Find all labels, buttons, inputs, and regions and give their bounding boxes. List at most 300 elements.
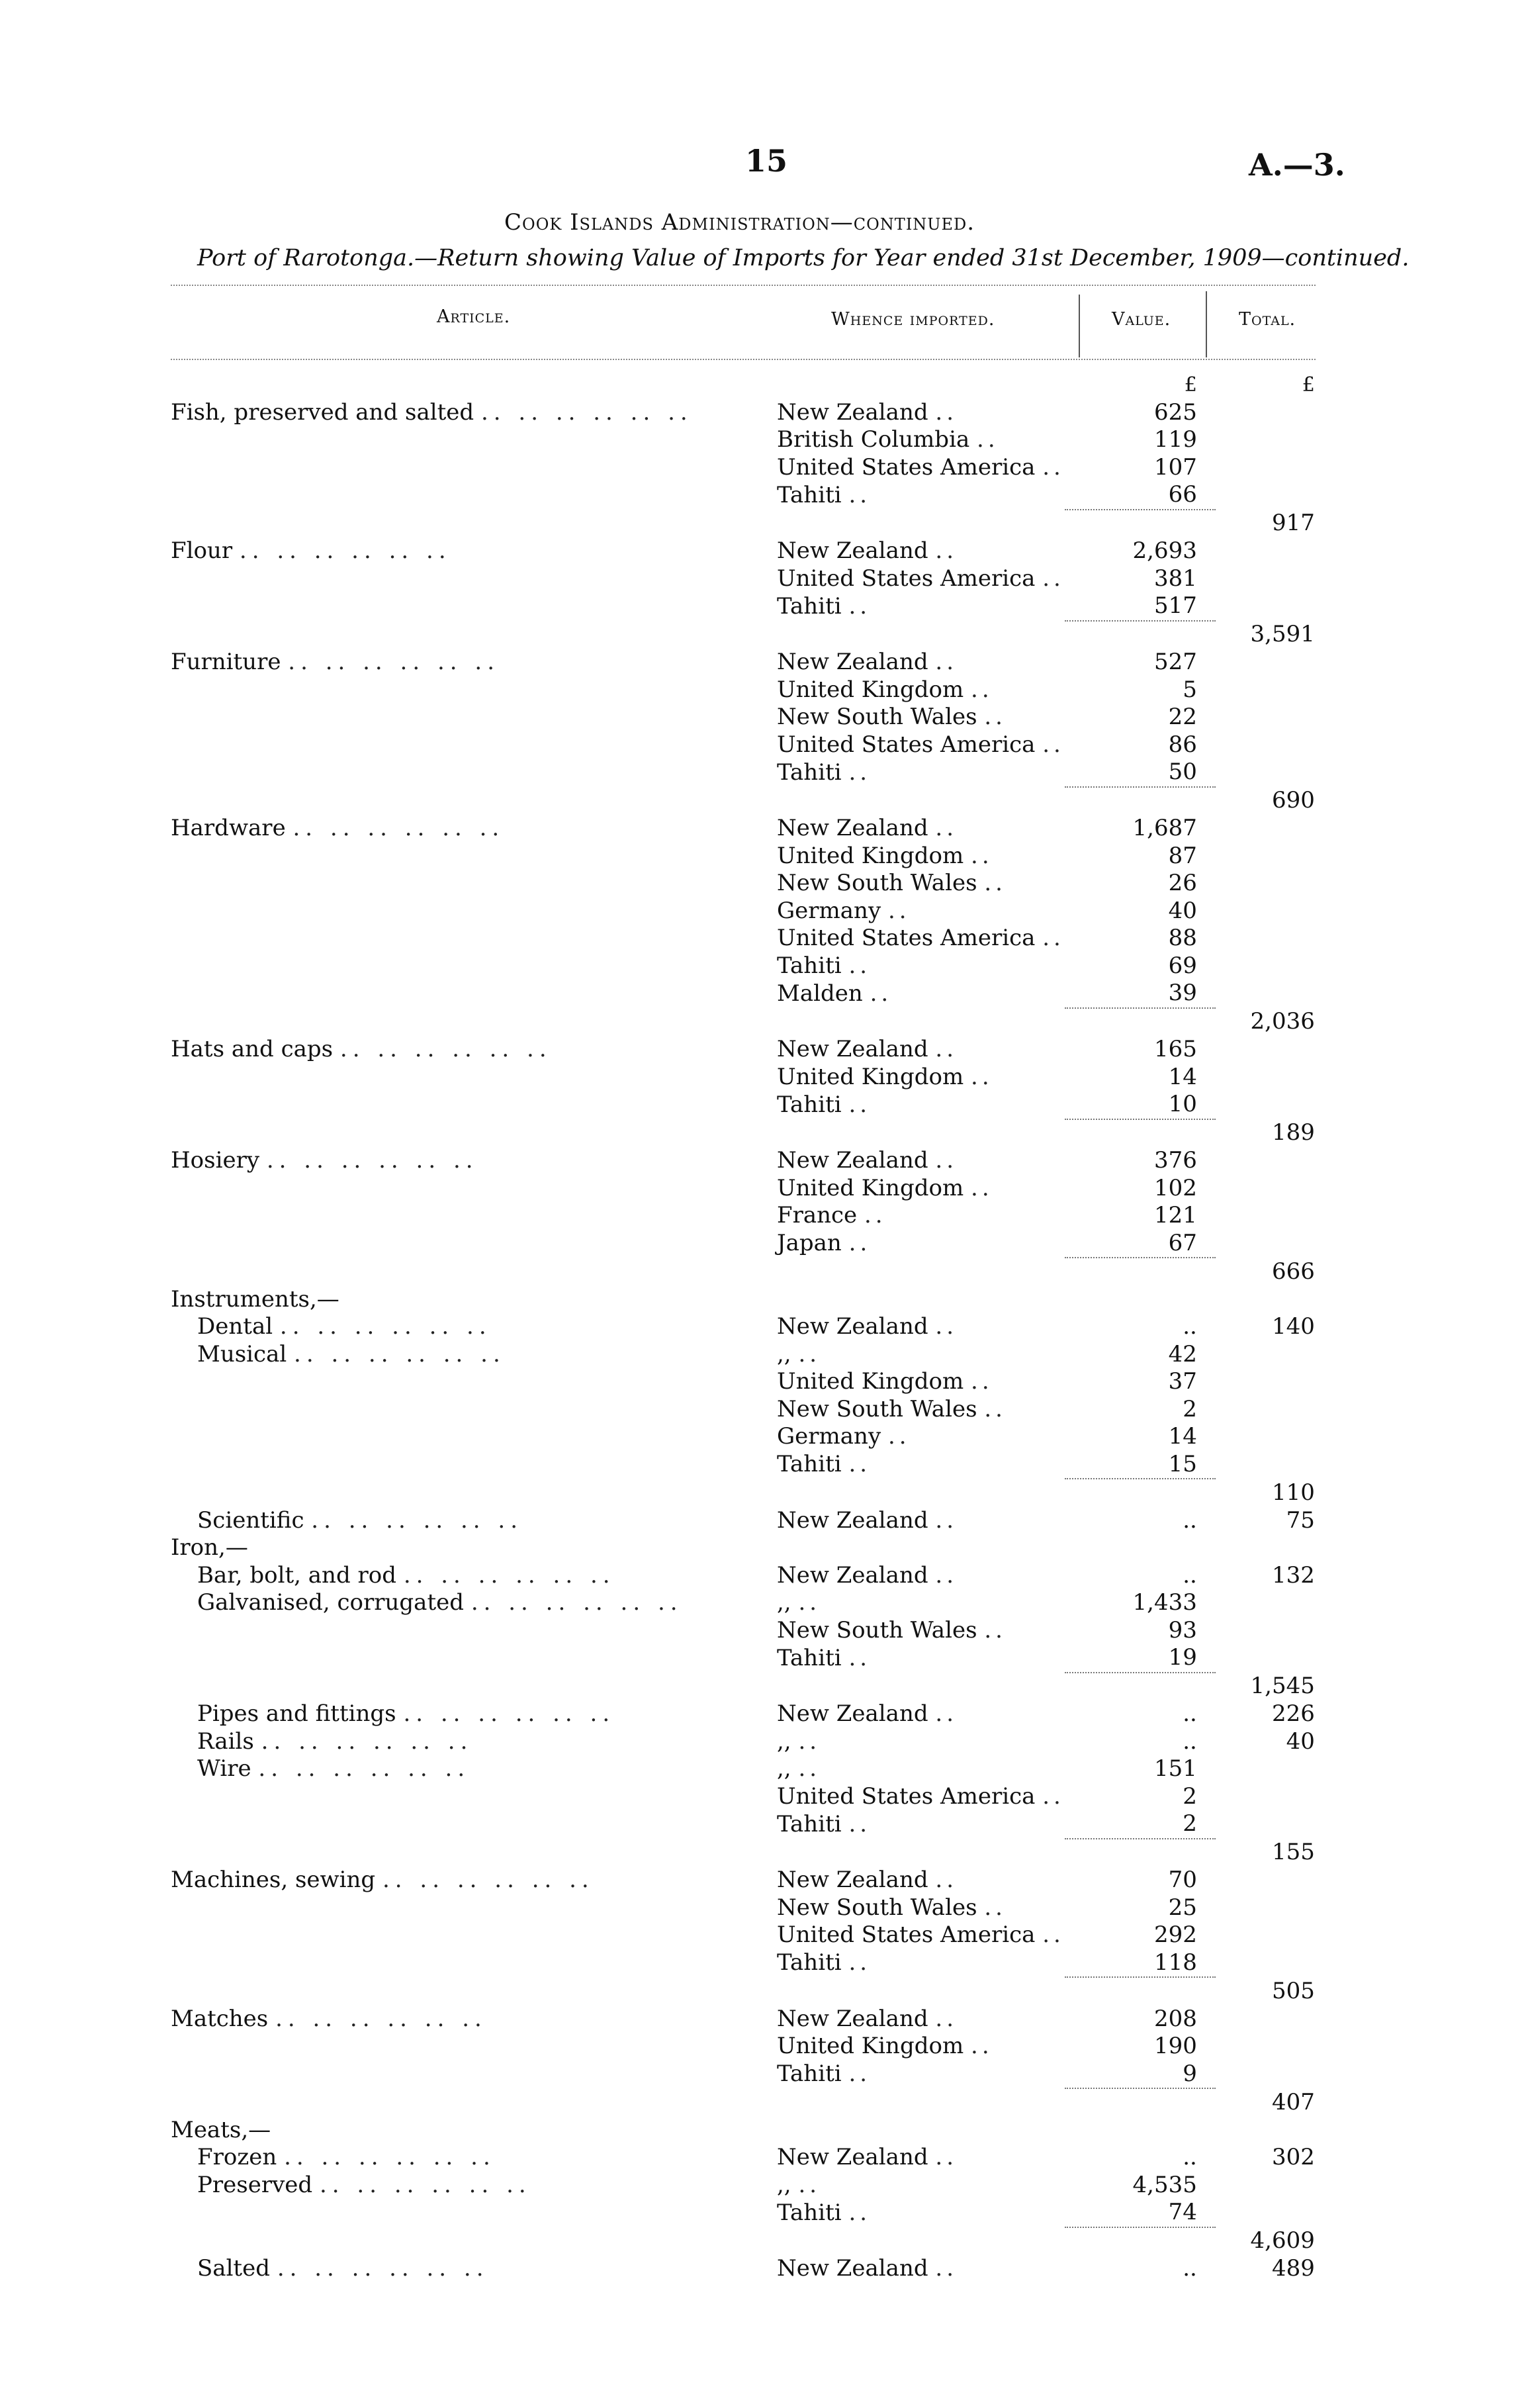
value-cell: 5: [1183, 676, 1197, 703]
value-cell: 9: [1065, 2061, 1216, 2089]
table-row: [171, 426, 1315, 454]
source-cell: [773, 1894, 1065, 1922]
leader-dots: ..: [935, 537, 958, 564]
table-row: [171, 2088, 1315, 2117]
article-cell: [171, 1673, 773, 1701]
total-cell: [1216, 454, 1315, 482]
total-cell: [1216, 1175, 1315, 1203]
article-cell: [171, 815, 773, 843]
source-name: Tahiti: [777, 481, 842, 508]
article-name: Iron,—: [171, 1534, 248, 1561]
source-name: ,,: [777, 1589, 791, 1616]
article-name: Machines, sewing: [171, 1867, 376, 1893]
source-cell: [773, 1230, 1065, 1258]
value-cell: [1065, 1479, 1216, 1507]
table-row: [171, 371, 1315, 399]
article-cell: [171, 1313, 773, 1341]
leader-dots: ..: [798, 1755, 821, 1782]
table-row: [171, 2227, 1315, 2256]
value-cell: 517: [1065, 592, 1216, 621]
source-cell: [773, 1644, 1065, 1673]
source-cell: [773, 870, 1065, 898]
source-cell: [773, 898, 1065, 925]
total-cell: [1216, 565, 1315, 593]
total-cell: 226: [1271, 1700, 1315, 1727]
document-code: A.—3.: [1249, 147, 1345, 183]
table-row: [171, 925, 1315, 952]
source-name: United Kingdom: [777, 1368, 964, 1395]
value-cell: 625: [1153, 398, 1197, 426]
total-cell: [1216, 1036, 1315, 1064]
leader-dots: ..: [798, 1340, 821, 1367]
article-cell: [171, 649, 773, 676]
total-cell: 140: [1271, 1313, 1315, 1340]
leader-dots: ..: [887, 897, 911, 924]
source-cell: [773, 1258, 1065, 1286]
article-cell: [171, 1451, 773, 1479]
article-name: Hardware: [171, 815, 286, 841]
value-cell: 86: [1168, 731, 1197, 758]
total-cell: [1216, 843, 1315, 870]
sub-article-name: Pipes and fittings: [197, 1700, 396, 1727]
source-cell: [773, 399, 1065, 427]
article-cell: [171, 1064, 773, 1091]
total-cell: [1216, 759, 1315, 787]
leader-dots: .. .. .. .. .. ..: [339, 1036, 552, 1062]
leader-dots: ..: [935, 1506, 958, 1534]
source-cell: [773, 426, 1065, 454]
article-cell: [171, 2255, 773, 2283]
total-cell: [1216, 676, 1315, 704]
value-cell: 74: [1065, 2199, 1216, 2227]
leader-dots: ..: [971, 676, 993, 703]
leader-dots: .. .. .. .. .. ..: [279, 1313, 492, 1340]
value-cell: 93: [1168, 1616, 1197, 1644]
value-cell: 50: [1065, 759, 1216, 787]
table-row: [171, 1839, 1315, 1867]
article-cell: [171, 1977, 773, 2006]
article-cell: [171, 399, 773, 427]
source-name: New Zealand: [777, 1147, 928, 1174]
article-cell: [171, 1175, 773, 1203]
article-cell: [171, 1810, 773, 1839]
article-name: Hosiery: [171, 1147, 260, 1174]
article-name: Matches: [171, 2005, 269, 2032]
source-cell: [773, 1949, 1065, 1978]
value-cell: 376: [1153, 1147, 1197, 1174]
source-name: ,,: [777, 1340, 791, 1367]
leader-dots: ..: [1042, 453, 1065, 481]
total-cell: 4,609: [1250, 2227, 1315, 2254]
source-name: Tahiti: [777, 592, 842, 620]
source-cell: [773, 510, 1065, 538]
source-cell: [773, 1423, 1065, 1451]
header-rule-top: [171, 285, 1316, 286]
article-cell: [171, 870, 773, 898]
source-cell: [773, 621, 1065, 649]
table-row: [171, 537, 1315, 565]
article-cell: [171, 1562, 773, 1590]
table-row: [171, 898, 1315, 925]
leader-dots: ..: [935, 2255, 958, 2282]
source-cell: [773, 2199, 1065, 2227]
source-cell: [773, 1175, 1065, 1203]
article-cell: [171, 676, 773, 704]
total-cell: [1216, 2006, 1315, 2033]
article-cell: [171, 592, 773, 621]
source-cell: [773, 1700, 1065, 1728]
article-cell: [171, 1507, 773, 1535]
article-cell: [171, 1341, 773, 1369]
leader-dots: .. .. .. .. .. ..: [319, 2171, 531, 2198]
value-cell: 40: [1168, 897, 1197, 924]
source-cell: [773, 2117, 1065, 2145]
table-row: [171, 1894, 1315, 1922]
leader-dots: .. .. .. .. .. ..: [294, 1340, 506, 1367]
value-cell: 67: [1065, 1230, 1216, 1258]
total-cell: [1216, 1286, 1315, 1314]
total-cell: [1216, 1644, 1315, 1673]
value-cell: ..: [1183, 1728, 1197, 1755]
source-cell: [773, 1396, 1065, 1424]
total-cell: [1216, 2061, 1315, 2089]
article-cell: [171, 1700, 773, 1728]
leader-dots: .. .. .. .. .. ..: [403, 1561, 615, 1589]
source-cell: [773, 952, 1065, 980]
article-cell: [171, 843, 773, 870]
source-cell: [773, 1507, 1065, 1535]
total-cell: [1216, 1755, 1315, 1783]
total-cell: [1216, 649, 1315, 676]
source-cell: [773, 537, 1065, 565]
table-row: [171, 1175, 1315, 1203]
total-cell: 505: [1271, 1977, 1315, 2004]
source-name: United States America: [777, 731, 1036, 758]
source-name: ,,: [777, 1755, 791, 1782]
leader-dots: ..: [1042, 731, 1065, 758]
article-cell: [171, 1258, 773, 1286]
value-cell: ..: [1183, 1313, 1197, 1340]
leader-dots: ..: [798, 1589, 821, 1616]
leader-dots: ..: [935, 649, 958, 675]
total-cell: [1216, 1202, 1315, 1230]
source-name: United Kingdom: [777, 842, 964, 869]
source-name: New Zealand: [777, 1561, 928, 1589]
source-cell: [773, 592, 1065, 621]
total-cell: [1216, 925, 1315, 952]
value-cell: 42: [1168, 1340, 1197, 1367]
value-cell: 102: [1153, 1174, 1197, 1201]
leader-dots: .. .. .. .. .. ..: [480, 398, 693, 426]
table-row: [171, 399, 1315, 427]
source-cell: [773, 1286, 1065, 1314]
value-cell: [1065, 2227, 1216, 2256]
value-cell: [1065, 1977, 1216, 2006]
source-cell: [773, 1922, 1065, 1949]
table-row: [171, 1258, 1315, 1286]
leader-dots: ..: [935, 815, 958, 841]
article-cell: [171, 2033, 773, 2061]
article-cell: [171, 704, 773, 731]
source-cell: [773, 704, 1065, 731]
total-cell: [1216, 2199, 1315, 2227]
value-cell: [1065, 1534, 1216, 1562]
table-row: [171, 2117, 1315, 2145]
table-row: [171, 704, 1315, 731]
table-row: [171, 454, 1315, 482]
article-name: Meats,—: [171, 2116, 271, 2143]
value-cell: 19: [1065, 1644, 1216, 1673]
source-cell: [773, 731, 1065, 759]
source-cell: [773, 1617, 1065, 1645]
leader-dots: ..: [935, 1313, 958, 1340]
value-cell: [1065, 2088, 1216, 2117]
table-row: [171, 843, 1315, 870]
source-name: United Kingdom: [777, 1174, 964, 1201]
total-cell: [1216, 1091, 1315, 1119]
source-cell: [773, 1341, 1065, 1369]
article-cell: [171, 1147, 773, 1175]
article-cell: [171, 1119, 773, 1148]
table-row: [171, 1286, 1315, 1314]
table-row: [171, 1147, 1315, 1175]
source-cell: [773, 1064, 1065, 1091]
value-cell: [1065, 1839, 1216, 1867]
source-name: New Zealand: [777, 1506, 928, 1534]
total-cell: 2,036: [1250, 1008, 1315, 1035]
leader-dots: ..: [984, 1894, 1007, 1921]
leader-dots: ..: [1042, 1922, 1065, 1948]
value-cell: ..: [1183, 1561, 1197, 1589]
table-row: [171, 1423, 1315, 1451]
currency-symbol-total: £: [1302, 373, 1315, 396]
article-cell: [171, 731, 773, 759]
leader-dots: .. .. .. .. .. ..: [382, 1867, 594, 1893]
article-cell: [171, 1423, 773, 1451]
total-cell: [1216, 1867, 1315, 1894]
total-cell: 3,591: [1250, 621, 1315, 647]
table-row: [171, 952, 1315, 980]
article-cell: [171, 1867, 773, 1894]
sub-article-name: Musical: [197, 1340, 287, 1367]
leader-dots: .. .. .. .. .. ..: [284, 2144, 496, 2170]
source-name: Germany: [777, 897, 881, 924]
table-row: [171, 676, 1315, 704]
source-cell: [773, 2033, 1065, 2061]
total-cell: [1216, 1396, 1315, 1424]
article-cell: [171, 787, 773, 815]
value-cell: 165: [1153, 1036, 1197, 1062]
table-row: [171, 1783, 1315, 1811]
article-cell: [171, 2172, 773, 2200]
total-cell: 690: [1271, 787, 1315, 813]
source-cell: [773, 2255, 1065, 2283]
total-cell: 1,545: [1250, 1673, 1315, 1699]
value-cell: 66: [1065, 481, 1216, 510]
leader-dots: ..: [798, 1728, 821, 1755]
leader-dots: .. .. .. .. .. ..: [471, 1589, 683, 1616]
value-cell: ..: [1183, 1506, 1197, 1534]
table-row: [171, 1673, 1315, 1701]
total-cell: [1216, 1341, 1315, 1369]
leader-dots: .. .. .. .. .. ..: [288, 649, 500, 675]
value-cell: 26: [1168, 870, 1197, 896]
column-header-value: Value.: [1112, 309, 1171, 330]
leader-dots: ..: [798, 2171, 821, 2198]
source-name: Tahiti: [777, 1091, 842, 1118]
value-cell: 14: [1168, 1063, 1197, 1090]
leader-dots: ..: [870, 980, 893, 1007]
table-row: [171, 1507, 1315, 1535]
value-cell: 119: [1153, 426, 1197, 453]
table-row: [171, 1396, 1315, 1424]
table-row: [171, 787, 1315, 815]
total-cell: [1216, 1230, 1315, 1258]
table-row: [171, 759, 1315, 787]
leader-dots: ..: [935, 1036, 958, 1062]
source-cell: [773, 787, 1065, 815]
total-cell: [1216, 2117, 1315, 2145]
leader-dots: ..: [848, 481, 872, 508]
source-name: United States America: [777, 1922, 1036, 1948]
article-name: Instruments,—: [171, 1285, 339, 1313]
value-cell: [1065, 1673, 1216, 1701]
source-name: Tahiti: [777, 1451, 842, 1477]
value-cell: ..: [1183, 2255, 1197, 2282]
source-name: New South Wales: [777, 704, 977, 730]
source-name: New South Wales: [777, 1894, 977, 1921]
table-row: [171, 649, 1315, 676]
value-cell: ..: [1183, 1700, 1197, 1727]
article-cell: [171, 2199, 773, 2227]
value-cell: 2: [1183, 1395, 1197, 1422]
value-cell: [1065, 621, 1216, 649]
total-cell: [1216, 870, 1315, 898]
source-name: New South Wales: [777, 870, 977, 896]
leader-dots: ..: [977, 426, 999, 453]
total-cell: [1216, 426, 1315, 454]
table-row: [171, 2061, 1315, 2089]
table-row: [171, 1091, 1315, 1119]
value-cell: 10: [1065, 1091, 1216, 1119]
total-cell: 132: [1271, 1561, 1315, 1589]
article-cell: [171, 1644, 773, 1673]
value-cell: 1,433: [1132, 1589, 1197, 1616]
total-cell: 917: [1271, 510, 1315, 536]
source-name: ,,: [777, 1728, 791, 1755]
article-cell: [171, 565, 773, 593]
source-name: New Zealand: [777, 649, 928, 675]
source-cell: [773, 1479, 1065, 1507]
article-cell: [171, 1783, 773, 1811]
leader-dots: ..: [984, 1616, 1007, 1644]
source-cell: [773, 1008, 1065, 1037]
table-row: [171, 815, 1315, 843]
total-cell: [1216, 1783, 1315, 1811]
leader-dots: ..: [935, 398, 958, 426]
leader-dots: ..: [848, 1949, 872, 1976]
source-cell: [773, 1728, 1065, 1756]
leader-dots: .. .. .. .. .. ..: [275, 2005, 487, 2032]
table-row: [171, 1313, 1315, 1341]
source-cell: [773, 1091, 1065, 1119]
table-row: [171, 481, 1315, 510]
total-cell: 302: [1271, 2144, 1315, 2170]
article-cell: [171, 1839, 773, 1867]
article-cell: [171, 481, 773, 510]
value-cell: 25: [1168, 1894, 1197, 1921]
total-cell: [1216, 1423, 1315, 1451]
total-cell: [1216, 481, 1315, 510]
total-cell: 666: [1271, 1258, 1315, 1285]
value-cell: 22: [1168, 704, 1197, 730]
source-name: United Kingdom: [777, 2033, 964, 2059]
article-cell: [171, 454, 773, 482]
total-cell: [1216, 592, 1315, 621]
source-name: New South Wales: [777, 1395, 977, 1422]
table-row: [171, 1479, 1315, 1507]
source-name: United States America: [777, 453, 1036, 481]
total-cell: 155: [1271, 1839, 1315, 1865]
total-cell: [1216, 1147, 1315, 1175]
source-name: Tahiti: [777, 1949, 842, 1976]
source-name: Germany: [777, 1423, 881, 1450]
leader-dots: ..: [848, 1644, 872, 1671]
source-cell: [773, 1810, 1065, 1839]
value-cell: 88: [1168, 925, 1197, 951]
total-cell: [1216, 1368, 1315, 1396]
source-cell: [773, 1451, 1065, 1479]
total-cell: 489: [1271, 2255, 1315, 2282]
leader-dots: .. .. .. .. .. ..: [277, 2255, 489, 2282]
total-cell: [1216, 1894, 1315, 1922]
source-cell: [773, 1036, 1065, 1064]
source-name: United States America: [777, 1783, 1036, 1810]
article-cell: [171, 2144, 773, 2172]
article-cell: [171, 1091, 773, 1119]
leader-dots: ..: [1042, 925, 1065, 951]
column-header-whence: Whence imported.: [831, 309, 995, 330]
source-name: Tahiti: [777, 759, 842, 786]
table-row: [171, 621, 1315, 649]
table-row: [171, 1562, 1315, 1590]
source-name: United States America: [777, 565, 1036, 592]
total-cell: 110: [1271, 1479, 1315, 1506]
total-cell: [1216, 898, 1315, 925]
source-name: New South Wales: [777, 1616, 977, 1644]
source-cell: [773, 2006, 1065, 2033]
article-name: Furniture: [171, 649, 281, 675]
article-cell: [171, 1008, 773, 1037]
leader-dots: ..: [848, 759, 872, 786]
article-cell: [171, 1894, 773, 1922]
table-row: [171, 1341, 1315, 1369]
leader-dots: ..: [935, 2005, 958, 2032]
source-cell: [773, 1119, 1065, 1148]
table-row: [171, 1534, 1315, 1562]
article-cell: [171, 1922, 773, 1949]
currency-symbol-value: £: [1184, 373, 1197, 396]
value-cell: 107: [1153, 453, 1197, 481]
source-name: France: [777, 1202, 858, 1228]
leader-dots: ..: [848, 2199, 872, 2226]
table-row: [171, 1922, 1315, 1949]
value-cell: ..: [1183, 2144, 1197, 2170]
article-cell: [171, 1617, 773, 1645]
source-cell: [773, 1755, 1065, 1783]
source-name: Tahiti: [777, 952, 842, 979]
table-row: [171, 731, 1315, 759]
